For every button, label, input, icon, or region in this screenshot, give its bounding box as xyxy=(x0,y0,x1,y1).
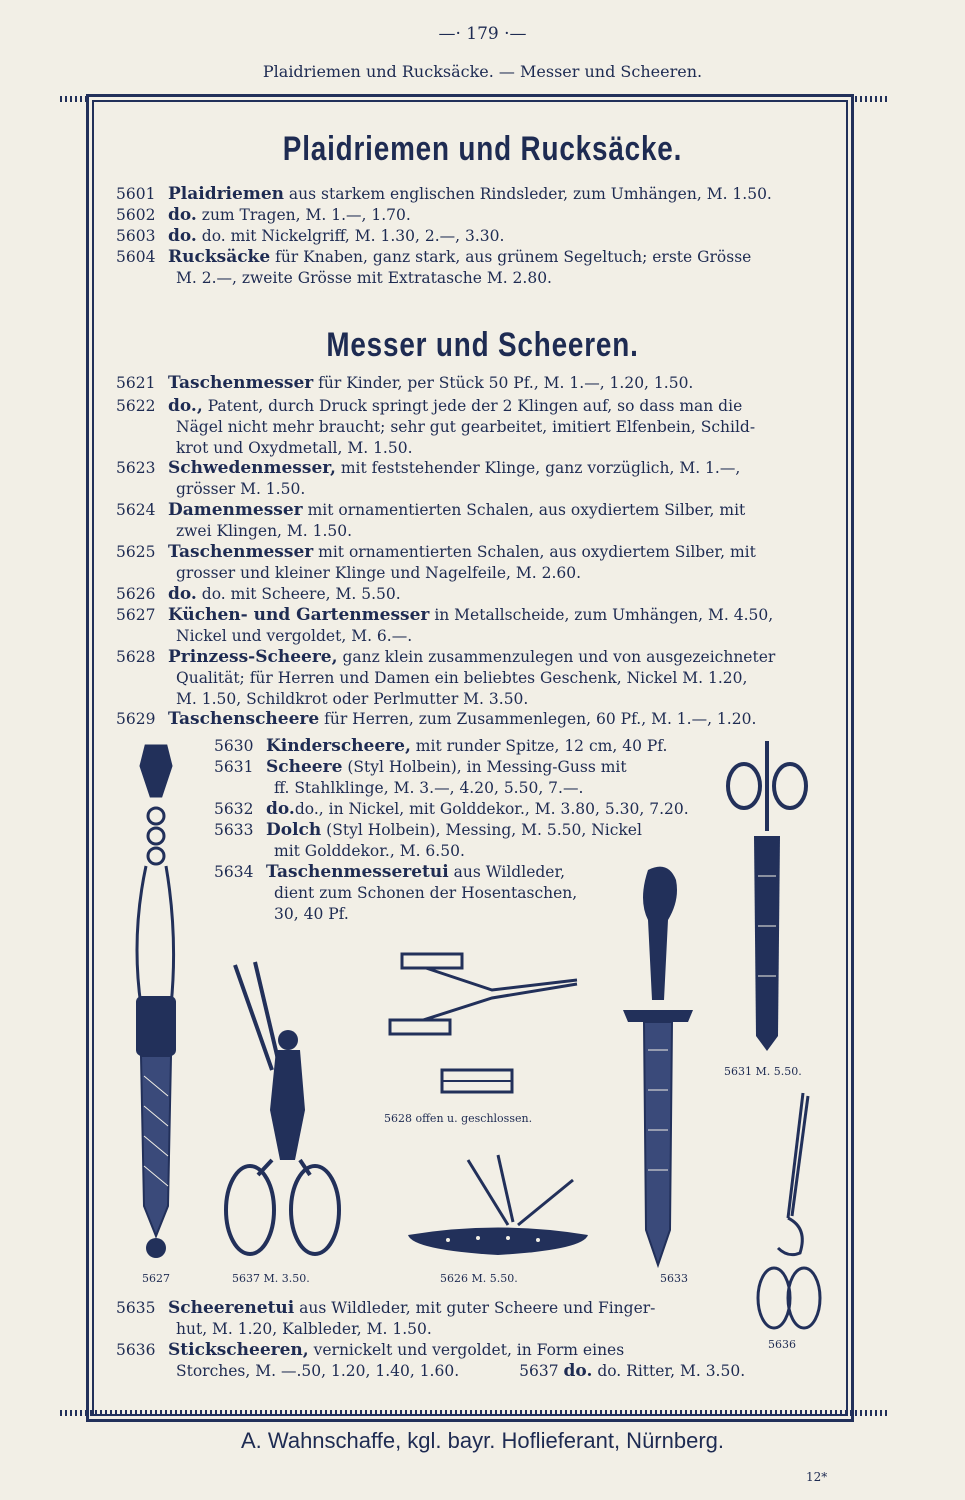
entry-5628: 5628 Prinzess-Scheere, ganz klein zusammenzulegen und von ausgezeichneter Qualität; für Herren und Damen ein beliebtes Geschenk, Nickel M. 1.20, M. 1.50, Schildkrot oder Perlmutter M. 3.50. xyxy=(116,647,776,708)
entry-5635: 5635 Scheerenetui aus Wildleder, mit guter Scheere und Finger- hut, M. 1.20, Kalbleder, M. 1.50. xyxy=(116,1298,656,1338)
entry-5601: 5601 Plaidriemen aus starkem englischen Rindsleder, zum Umhängen, M. 1.50. xyxy=(116,184,772,204)
entry-5630: 5630 Kinderscheere, mit runder Spitze, 12 cm, 40 Pf. xyxy=(214,736,668,756)
entry-5636: 5636 Stickscheeren, vernickelt und vergoldet, in Form eines Storches, M. —.50, 1.20, 1.40, 1.60. 5637 do. do. Ritter, M. 3.50. xyxy=(116,1340,746,1381)
caption-5631: 5631 M. 5.50. xyxy=(724,1065,802,1078)
pocket-knife-scissors-illustration xyxy=(398,1150,598,1265)
entry-5633: 5633 Dolch (Styl Holbein), Messing, M. 5.50, Nickel mit Golddekor., M. 6.50. xyxy=(214,820,642,860)
entry-5624: 5624 Damenmesser mit ornamentierten Schalen, aus oxydiertem Silber, mit zwei Klingen, M. 1.50. xyxy=(116,500,746,540)
page-number: —· 179 ·— xyxy=(438,24,527,44)
footer-publisher: A. Wahnschaffe, kgl. bayr. Hoflieferant, Nürnberg. xyxy=(240,1428,725,1453)
signature-mark: 12* xyxy=(806,1470,828,1484)
caption-5636: 5636 xyxy=(768,1338,796,1351)
bottom-ornamental-rule xyxy=(60,1410,890,1416)
section-title-plaidriemen: Plaidriemen und Rucksäcke. xyxy=(282,130,683,168)
caption-5626: 5626 M. 5.50. xyxy=(440,1272,518,1285)
folding-scissors-illustration xyxy=(382,950,582,1100)
caption-5627: 5627 xyxy=(142,1272,170,1285)
caption-5628: 5628 offen u. geschlossen. xyxy=(384,1112,533,1125)
running-head: Plaidriemen und Rucksäcke. — Messer und Scheeren. xyxy=(262,62,703,81)
holbein-scissors-illustration xyxy=(724,736,810,1056)
entry-5629: 5629 Taschenscheere für Herren, zum Zusammenlegen, 60 Pf., M. 1.—, 1.20. xyxy=(116,709,757,729)
section-title-messer: Messer und Scheeren. xyxy=(326,326,639,364)
caption-5637: 5637 M. 3.50. xyxy=(232,1272,310,1285)
knight-scissors-illustration xyxy=(210,960,350,1270)
entry-5622: 5622 do., Patent, durch Druck springt jede der 2 Klingen auf, so dass man die Nägel nicht mehr braucht; sehr gut gearbeitet, imitiert Elfenbein, Schild- krot und Oxydmetall, M. 1.50. xyxy=(116,396,756,457)
entry-5603: 5603 do. do. mit Nickelgriff, M. 1.30, 2.—, 3.30. xyxy=(116,226,505,246)
entry-5625: 5625 Taschenmesser mit ornamentierten Schalen, aus oxydiertem Silber, mit grosser und kleiner Klinge und Nagelfeile, M. 2.60. xyxy=(116,542,756,582)
stork-scissors-illustration xyxy=(748,1088,828,1338)
entry-5627: 5627 Küchen- und Gartenmesser in Metallscheide, zum Umhängen, M. 4.50, Nickel und vergoldet, M. 6.—. xyxy=(116,605,774,645)
entry-5602: 5602 do. zum Tragen, M. 1.—, 1.70. xyxy=(116,205,411,225)
entry-5631: 5631 Scheere (Styl Holbein), in Messing-Guss mit ff. Stahlklinge, M. 3.—, 4.20, 5.50, 7.—. xyxy=(214,757,627,797)
entry-5623: 5623 Schwedenmesser, mit feststehender Klinge, ganz vorzüglich, M. 1.—, grösser M. 1.50. xyxy=(116,458,741,498)
entry-5626: 5626 do. do. mit Scheere, M. 5.50. xyxy=(116,584,401,604)
entry-5621: 5621 Taschenmesser für Kinder, per Stück 50 Pf., M. 1.—, 1.20, 1.50. xyxy=(116,373,694,393)
entry-5632: 5632 do.do., in Nickel, mit Golddekor., M. 3.80, 5.30, 7.20. xyxy=(214,799,689,819)
caption-5633: 5633 xyxy=(660,1272,688,1285)
entry-5634: 5634 Taschenmesseretui aus Wildleder, dient zum Schonen der Hosentaschen, 30, 40 Pf. xyxy=(214,862,578,923)
dagger-illustration xyxy=(618,860,698,1270)
knife-with-chain-illustration xyxy=(116,736,196,1266)
entry-5604: 5604 Rucksäcke für Knaben, ganz stark, aus grünem Segeltuch; erste Grösse M. 2.—, zweite Grösse mit Extratasche M. 2.80. xyxy=(116,247,752,287)
